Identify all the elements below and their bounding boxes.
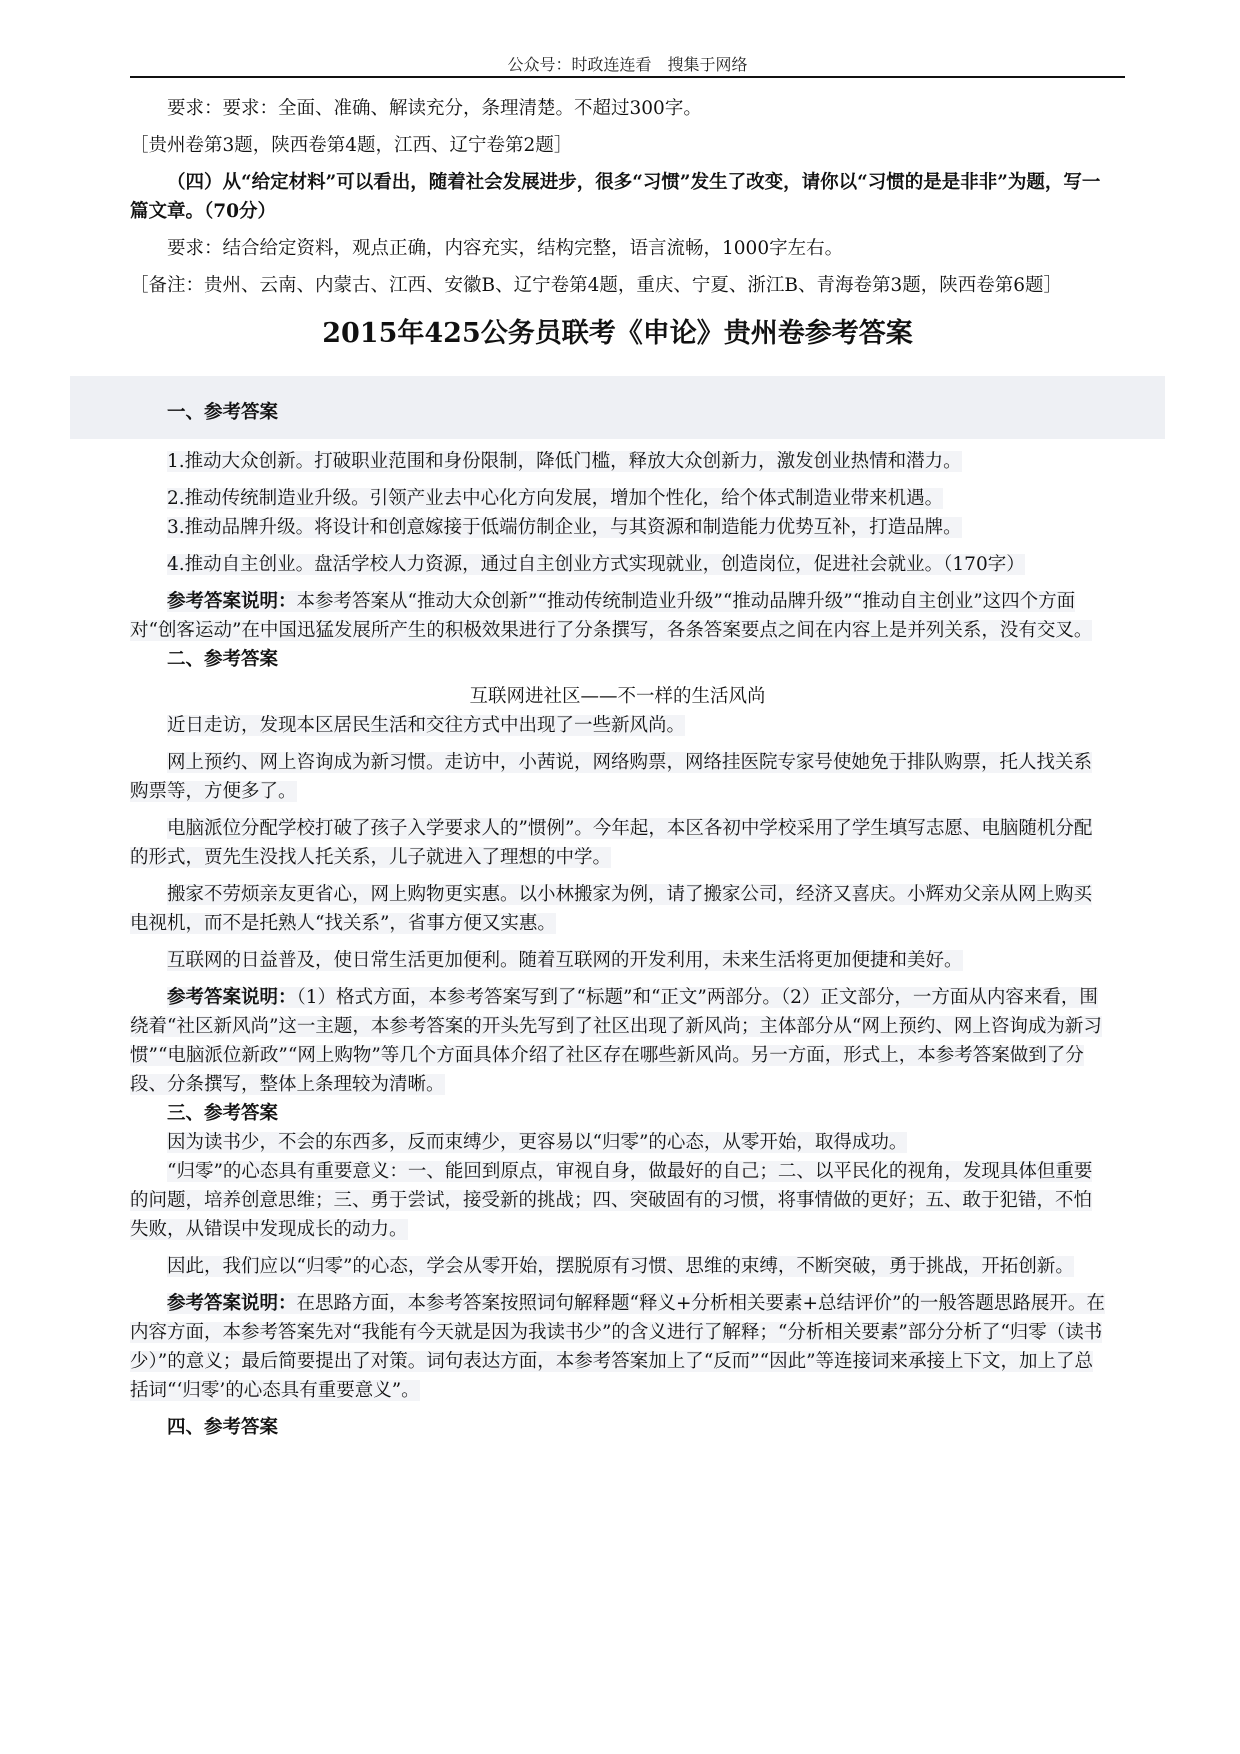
- document-title: 2015年425公务员联考《申论》贵州卷参考答案: [322, 318, 913, 349]
- requirement-paragraph: 要求：结合给定资料，观点正确，内容充实，结构完整，语言流畅，1000字左右。: [167, 238, 844, 259]
- section-one-band: [70, 376, 1165, 439]
- article-title: 互联网进社区——不一样的生活风尚: [469, 686, 766, 707]
- article-paragraph: 电脑派位分配学校打破了孩子入学要求人的”惯例”。今年起，本区各初中学校采用了学生填写志愿、电脑随机分配的形式，贾先生没找人托关系，儿子就进入了理想的中学。: [130, 818, 1093, 868]
- article-paragraph: 网上预约、网上咨询成为新习惯。走访中，小茜说，网络购票，网络挂医院专家号使她免于排队购票，托人找关系购票等，方便多了。: [130, 752, 1093, 802]
- answer-item: 4.推动自主创业。盘活学校人力资源，通过自主创业方式实现就业，创造岗位，促进社会就业。（170字）: [167, 554, 1025, 575]
- article-paragraph: 近日走访，发现本区居民生活和交往方式中出现了一些新风尚。: [167, 715, 686, 736]
- answer-item: 1.推动大众创新。打破职业范围和身份限制，降低门槛，释放大众创新力，激发创业热情和潜力。: [167, 451, 962, 472]
- article-paragraph: 互联网的日益普及，使日常生活更加便利。随着互联网的开发利用，未来生活将更加便捷和美好。: [167, 950, 963, 971]
- answer-explanation: 参考答案说明：本参考答案从“推动大众创新”“推动传统制造业升级”“推动品牌升级”“推动自主创业”这四个方面对“创客运动”在中国迅猛发展所产生的积极效果进行了分条撰写，各条答案要点之间在内容上是并列关系，没有交叉。: [130, 591, 1093, 641]
- section-heading: 三、参考答案: [167, 1103, 279, 1124]
- answer-paragraph: 因为读书少，不会的东西多，反而束缚少，更容易以“归零”的心态，从零开始，取得成功。: [167, 1132, 908, 1153]
- question-four: （四）从“给定材料”可以看出，随着社会发展进步，很多“习惯”发生了改变，请你以“习惯的是是非非”为题，写一篇文章。（70分）: [130, 172, 1101, 222]
- page-header: 公众号：时政连连看 搜集于网络: [507, 55, 748, 74]
- section-heading: 四、参考答案: [167, 1417, 279, 1438]
- requirement-paragraph: 要求：要求：全面、准确、解读充分，条理清楚。不超过300字。: [167, 98, 702, 119]
- answer-paragraph: “归零”的心态具有重要意义：一、能回到原点，审视自身，做最好的自己；二、以平民化的视角，发现具体但重要的问题，培养创意思维；三、勇于尝试，接受新的挑战；四、突破固有的习惯，将事情做的更好；五、敢于犯错，不怕失败，从错误中发现成长的动力。: [130, 1161, 1093, 1240]
- answer-item: 2.推动传统制造业升级。引领产业去中心化方向发展，增加个性化，给个体式制造业带来机遇。: [167, 488, 944, 509]
- page-content: [130, 94, 1105, 1442]
- header-rule: [130, 76, 1125, 78]
- answer-paragraph: 因此，我们应以“归零”的心态，学会从零开始，摆脱原有习惯、思维的束缚，不断突破，勇于挑战，开拓创新。: [167, 1256, 1074, 1277]
- answer-explanation: 参考答案说明：（1）格式方面，本参考答案写到了“标题”和“正文”两部分。（2）正文部分，一方面从内容来看，围绕着“社区新风尚”这一主题，本参考答案的开头先写到了社区出现了新风尚；主体部分从“网上预约、网上咨询成为新习惯”“电脑派位新政”“网上购物”等几个方面具体介绍了社区存在哪些新风尚。另一方面，形式上，本参考答案做到了分段、分条撰写，整体上条理较为清晰。: [130, 987, 1102, 1095]
- section-heading: 二、参考答案: [167, 649, 279, 670]
- article-paragraph: 搬家不劳烦亲友更省心，网上购物更实惠。以小林搬家为例，请了搬家公司，经济又喜庆。小辉劝父亲从网上购买电视机，而不是托熟人“找关系”，省事方便又实惠。: [130, 884, 1093, 934]
- section-heading: 一、参考答案: [167, 402, 279, 423]
- answer-item: 3.推动品牌升级。将设计和创意嫁接于低端仿制企业，与其资源和制造能力优势互补，打造品牌。: [167, 517, 962, 538]
- source-note: ［贵州卷第3题，陕西卷第4题，江西、辽宁卷第2题］: [130, 135, 573, 156]
- answer-explanation: 参考答案说明：在思路方面，本参考答案按照词句解释题“释义+分析相关要素+总结评价”的一般答题思路展开。在内容方面，本参考答案先对“我能有今天就是因为我读书少”的含义进行了解释；“分析相关要素”部分分析了“归零（读书少）”的意义；最后简要提出了对策。词句表达方面，本参考答案加上了“反而”“因此”等连接词来承接上下文，加上了总括词“‘归零’的心态具有重要意义”。: [130, 1293, 1105, 1401]
- source-note: ［备注：贵州、云南、内蒙古、江西、安徽B、辽宁卷第4题，重庆、宁夏、浙江B、青海卷第3题，陕西卷第6题］: [130, 275, 1063, 296]
